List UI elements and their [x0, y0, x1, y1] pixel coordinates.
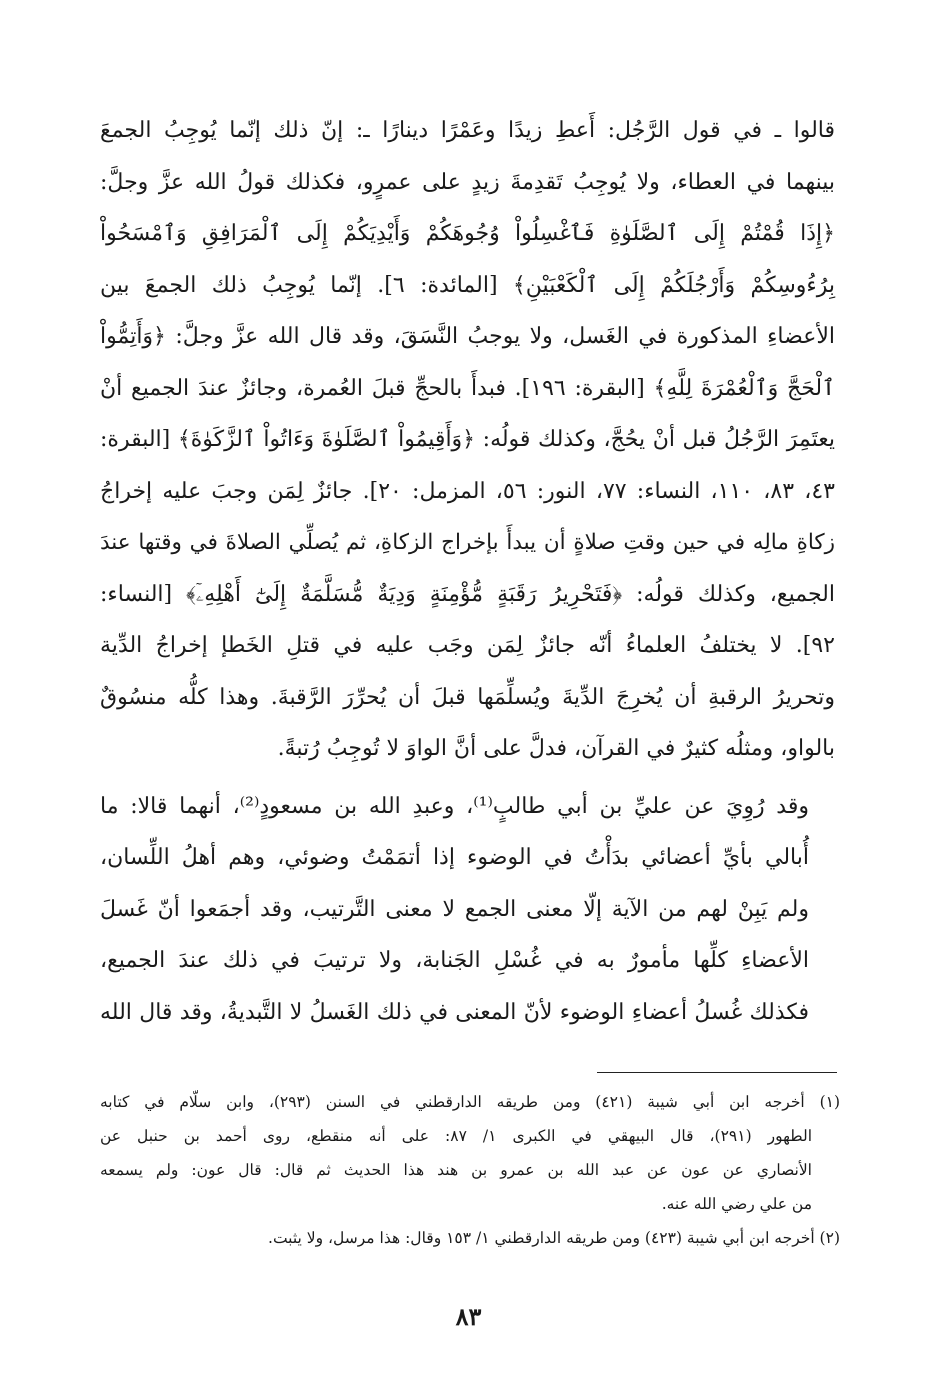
footnotes [100, 1085, 840, 1255]
quran-verse-line: ﴿إِذَا قُمْتُمْ إِلَى ٱلصَّلَوٰةِ فَٱغْسِلُواْ وُجُوهَكُمْ وَأَيْدِيَكُمْ إِلَى ٱلْمَرَافِقِ وَٱمْسَحُواْ [100, 221, 835, 246]
paragraph-1 [100, 105, 835, 775]
quran-verse-line: بِرُءُوسِكُمْ وَأَرْجُلَكُمْ إِلَى ٱلْكَعْبَيْنِ﴾ [المائدة: ٦]. إنّما يُوجِبُ ذلك الجمعَ بين [100, 272, 835, 298]
text-line: يعتَمِرَ الرَّجُلُ قبل أنْ يحُجَّ، وكذلك قولُه: ﴿وَأَقِيمُواْ ٱلصَّلَوٰةَ وَءَاتُواْ ٱلزَّكَوٰةَ﴾ [البقرة: [100, 427, 835, 452]
text-line: فكذلك غُسلُ أعضاءِ الوضوء لأنّ المعنى في ذلك الغَسلُ لا التَّبديةُ، وقد قال الله [100, 999, 809, 1025]
main-text [100, 105, 835, 1038]
text-line: ٤٣، ٨٣، ١١٠، النساء: ٧٧، النور: ٥٦، المزمل: ٢٠]. جائزٌ لِمَن وجبَ عليه إخراجُ [100, 478, 835, 504]
footnote-1 [100, 1085, 840, 1221]
page-number: ٨٣ [455, 1302, 482, 1331]
text-line: بينهما في العطاء، ولا يُوجِبُ تَقدِمةَ زيدٍ على عمرٍو، فكذلك قولُ الله عزَّ وجلَّ: [100, 169, 835, 195]
text-line: زكاةِ مالِه في حين وقتِ صلاةٍ أن يبدأَ بإخراج الزكاةِ، ثم يُصلِّي الصلاةَ في وقتها عندَ [100, 530, 835, 555]
footnote-line: (١) أخرجه ابن أبي شيبة (٤٢١) ومن طريقه الدارقطني في السنن (٢٩٣)، وابن سلّام في كتابه [100, 1093, 841, 1111]
text-line: الأعضاءِ المذكورة في الغَسل، ولا يوجبُ النَّسَقَ، وقد قال الله عزَّ وجلَّ: ﴿وَأَتِمُّواْ [100, 324, 835, 349]
footnote-line: الأنصاري عن عون عن عبد الله بن عمرو بن هند هذا الحديث ثم قال: قال عون: ولم يسمعه [100, 1161, 812, 1179]
text-line: أُبالي بأيِّ أعضائي بدَأْتُ في الوضوء إذا أتمَمْتُ وضوئي، وهم أهلُ اللِّسان، [100, 845, 809, 870]
text-line: ٩٢]. لا يختلفُ العلماءُ أنّه جائزٌ لِمَن وجَب عليه في قتلِ الخَطإ إخراجُ الدِّية [100, 633, 835, 658]
text-line: وتحريرُ الرقبةِ أن يُخرِجَ الدِّيةَ ويُسلِّمَها قبلَ أن يُحرِّرَ الرَّقبةَ. وهذا كلُّه منسُوقٌ [100, 684, 835, 710]
quran-verse-line: ٱلْحَجَّ وَٱلْعُمْرَةَ لِلَّهِ﴾ [البقرة: ١٩٦]. فبدأَ بالحجِّ قبلَ العُمرة، وجائزٌ عندَ الجميع أنْ [100, 375, 835, 401]
text-line: الأعضاءِ كلِّها مأمورٌ به في غُسْلِ الجَنابة، ولا ترتيبَ في ذلك عندَ الجميع، [100, 948, 809, 973]
footnote-line: (٢) أخرجه ابن أبي شيبة (٤٢٣) ومن طريقه الدارقطني ١/ ١٥٣ وقال: هذا مرسل، ولا يثبت. [268, 1229, 840, 1247]
text-line: قالوا ـ في قول الرَّجُل: أَعطِ زيدًا وعَمْرًا دينارًا ـ: إنّ ذلك إنّما يُوجِبُ الجمعَ [100, 118, 835, 143]
quran-verse-line: الجميع، وكذلك قولُه: ﴿فَتَحْرِيرُ رَقَبَةٍ مُّؤْمِنَةٍ وَدِيَةٌ مُّسَلَّمَةٌ إِلَىٰٓ أَهْلِهِۦٓ﴾ [النساء: [100, 581, 835, 607]
text-line: بالواو، ومثلُه كثيرٌ في القرآن، فدلَّ على أنَّ الواوَ لا تُوجِبُ رُتبةً. [277, 736, 835, 761]
footnote-line: الطهور (٢٩١)، قال البيهقي في الكبرى ١/ ٨٧: على أنه منقطع، روى أحمد بن حنبل عن [100, 1127, 813, 1145]
paragraph-2 [100, 781, 835, 1039]
footnote-separator [597, 1072, 837, 1073]
text-line: وقد رُوِيَ عن عليِّ بن أبي طالبٍ⁽¹⁾، وعبدِ الله بن مسعودٍ⁽²⁾، أنهما قالا: ما [100, 793, 809, 819]
footnote-2 [100, 1221, 840, 1255]
text-line: ولم يَبِنْ لهم من الآية إلّا معنى الجمع لا معنى التَّرتيب، وقد أجمَعوا أنّ غَسلَ [100, 896, 809, 922]
footnote-line: من علي رضي الله عنه. [661, 1195, 812, 1213]
